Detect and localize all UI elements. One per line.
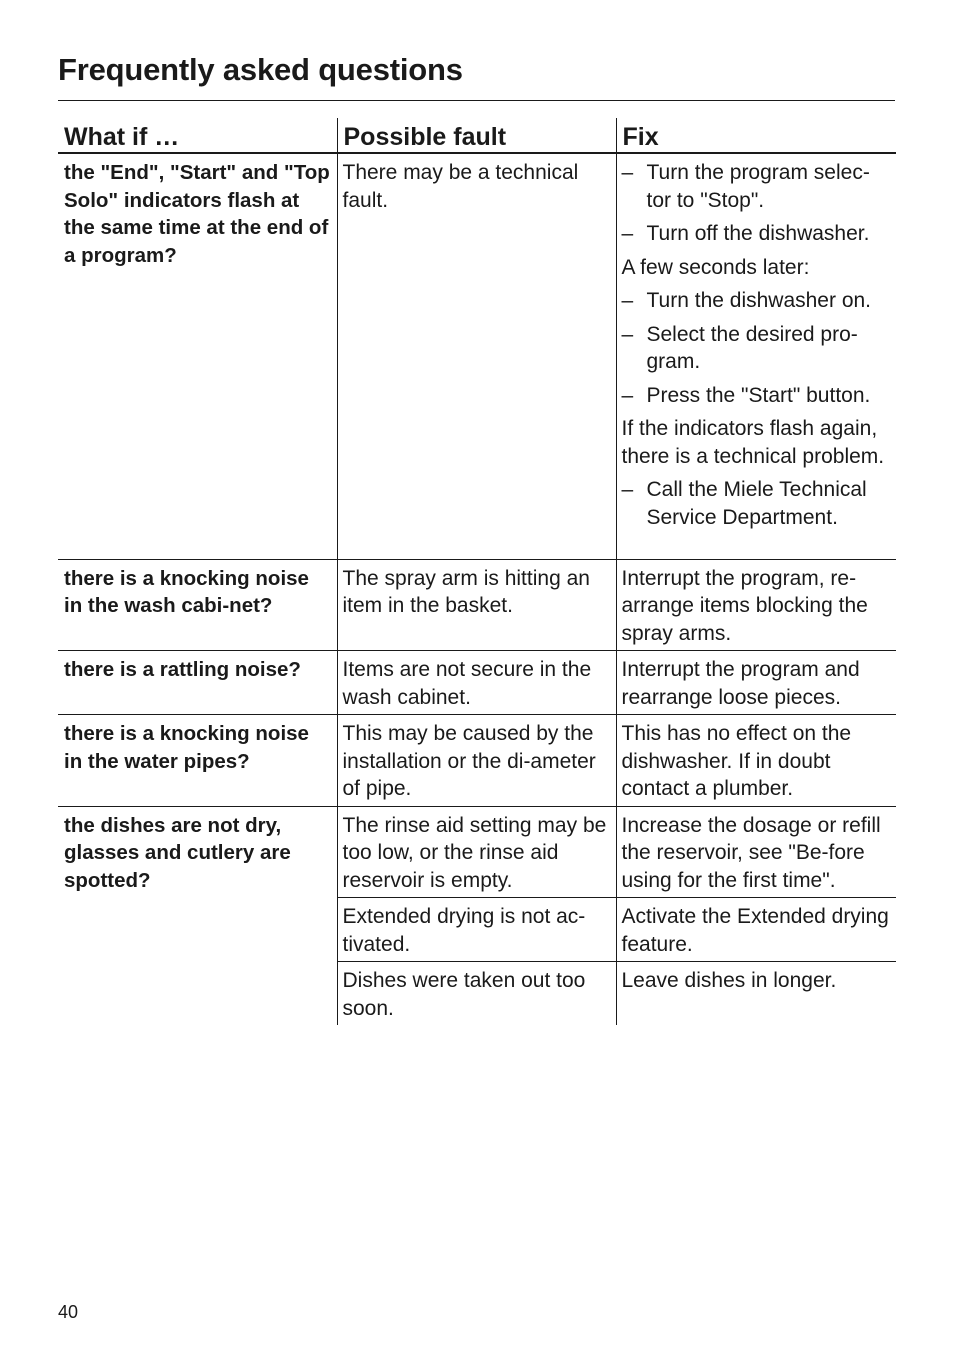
fix-note: A few seconds later: bbox=[621, 255, 810, 279]
fix-cell: Activate the Extended drying feature. bbox=[616, 898, 896, 962]
fix-step: – Select the desired pro-gram. bbox=[622, 321, 892, 376]
fix-cell: Increase the dosage or refill the reservoir, see "Be-fore using for the first time". bbox=[616, 806, 896, 898]
table-row bbox=[58, 651, 896, 715]
header-possible-fault: Possible fault bbox=[337, 118, 616, 153]
fix-step: – Turn the program selec-tor to "Stop". bbox=[622, 159, 892, 214]
fault-cell: The rinse aid setting may be too low, or the rinse aid reservoir is empty. bbox=[337, 806, 616, 898]
fix-note: If the indicators flash again, there is a technical problem. bbox=[621, 417, 885, 468]
table-row bbox=[58, 715, 896, 807]
question-cell: there is a knocking noise in the wash cabi-net? bbox=[58, 559, 337, 651]
header-fix: Fix bbox=[616, 118, 896, 153]
title-divider bbox=[58, 100, 895, 101]
question-cell: there is a rattling noise? bbox=[58, 651, 337, 715]
fix-cell: This has no effect on the dishwasher. If in doubt contact a plumber. bbox=[616, 715, 896, 807]
fix-cell: Interrupt the program and rearrange loose pieces. bbox=[616, 651, 896, 715]
question-cell: there is a knocking noise in the water pipes? bbox=[58, 715, 337, 807]
fault-cell: Extended drying is not ac-tivated. bbox=[337, 898, 616, 962]
header-what-if: What if … bbox=[58, 118, 337, 153]
fix-step: – Call the Miele Technical Service Department. bbox=[622, 476, 892, 531]
fault-cell: There may be a technical fault. bbox=[337, 153, 616, 559]
table-header-row bbox=[58, 118, 896, 153]
fix-step: – Turn off the dishwasher. bbox=[622, 220, 892, 248]
fix-cell bbox=[616, 153, 896, 559]
fix-cell: Interrupt the program, re-arrange items blocking the spray arms. bbox=[616, 559, 896, 651]
page-title: Frequently asked questions bbox=[58, 52, 463, 87]
fix-cell: Leave dishes in longer. bbox=[616, 962, 896, 1026]
table-row bbox=[58, 559, 896, 651]
fault-cell: This may be caused by the installation or the di-ameter of pipe. bbox=[337, 715, 616, 807]
fault-cell: Dishes were taken out too soon. bbox=[337, 962, 616, 1026]
question-cell: the "End", "Start" and "Top Solo" indicators flash at the same time at the end of a program? bbox=[58, 153, 337, 559]
fault-cell: Items are not secure in the wash cabinet. bbox=[337, 651, 616, 715]
page-number: 40 bbox=[58, 1302, 79, 1322]
question-cell: the dishes are not dry, glasses and cutlery are spotted? bbox=[64, 813, 291, 892]
table-row bbox=[58, 153, 896, 559]
fault-cell: The spray arm is hitting an item in the basket. bbox=[337, 559, 616, 651]
fix-step: – Turn the dishwasher on. bbox=[622, 287, 892, 315]
table-row bbox=[58, 806, 896, 898]
fix-step: – Press the "Start" button. bbox=[622, 382, 892, 410]
faq-table bbox=[58, 118, 896, 1025]
